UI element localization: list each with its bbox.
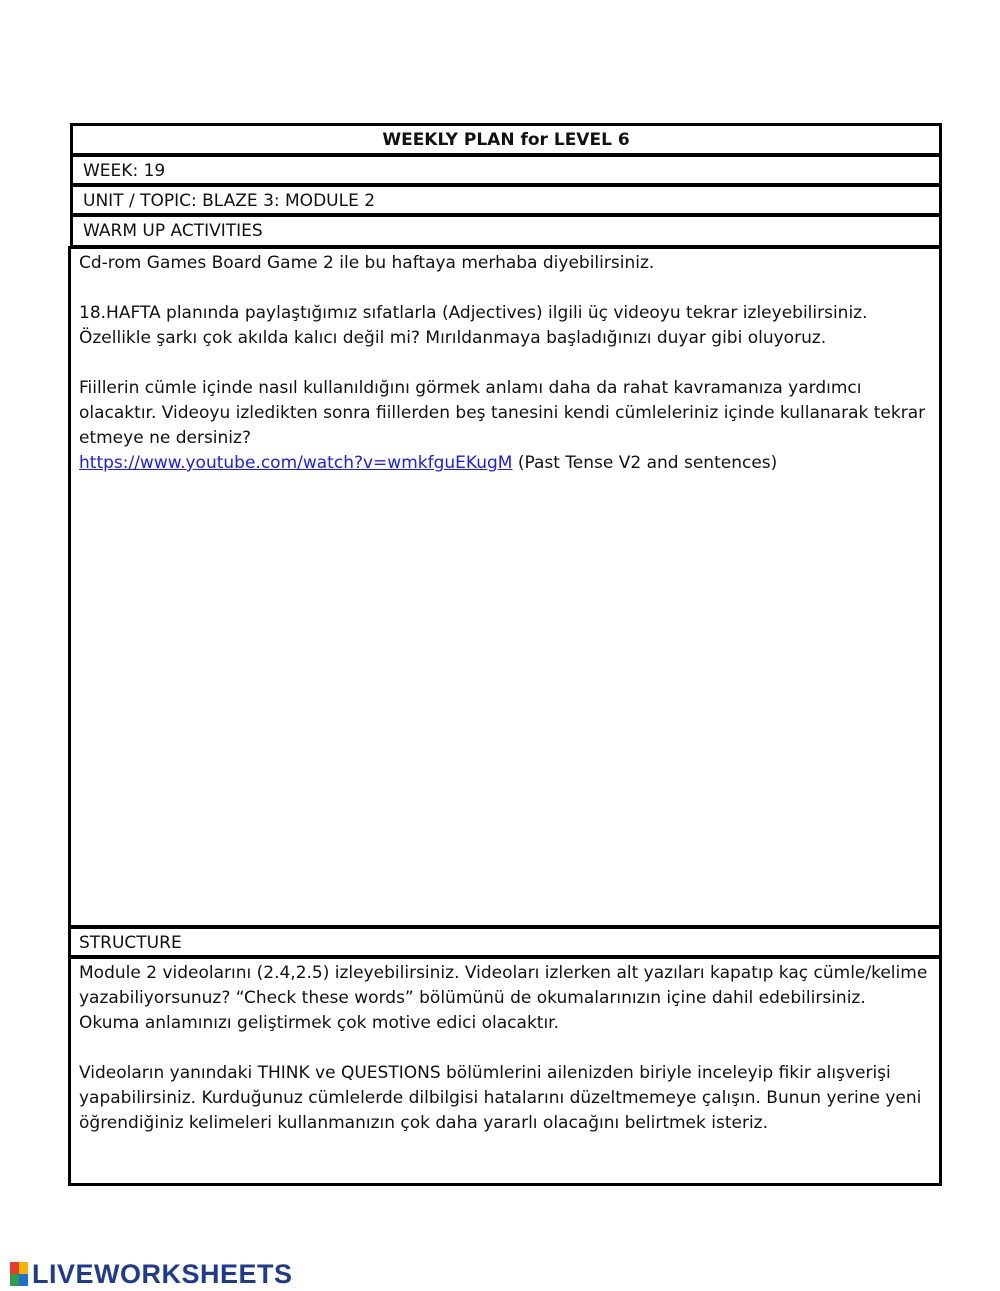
plan-title-text: WEEKLY PLAN for LEVEL 6	[382, 130, 630, 150]
week-row	[70, 154, 942, 186]
warm-up-paragraph-2: 18.HAFTA planında paylaştığımız sıfatlarla (Adjectives) ilgili üç videoyu tekrar izleyebilirsiniz. Özellikle şarkı çok akılda kalıcı değil mi? Mırıldanmaya başladığınızı duyar gibi oluyoruz.	[79, 303, 868, 348]
structure-paragraph-2: Videoların yanındaki THINK ve QUESTIONS bölümlerini ailenizden biriyle inceleyip fikir alışverişi yapabilirsiniz. Kurduğunuz cümlelerde dilbilgisi hatalarını düzeltmemeye çalışın. Bunun yerine yeni öğrendiğiniz kelimeleri kullanmanızın çok daha yararlı olacağını belirtmek isteriz.	[79, 1063, 922, 1133]
video-link-note: (Past Tense V2 and sentences)	[512, 453, 778, 473]
warm-up-heading-row	[70, 214, 942, 248]
structure-paragraph-1: Module 2 videolarını (2.4,2.5) izleyebilirsiniz. Videoları izlerken alt yazıları kapatıp kaç cümle/kelime yazabiliyorsunuz? “Check these words” bölümünü de okumalarınızın içine dahil edebilirsiniz. Okuma anlamınızı geliştirmek çok motive edici olacaktır.	[79, 963, 928, 1033]
video-link-line	[79, 451, 931, 476]
week-text: WEEK: 19	[83, 161, 166, 181]
liveworksheets-logo-icon	[10, 1262, 28, 1286]
structure-content	[68, 956, 942, 1186]
warm-up-content	[68, 246, 942, 928]
warm-up-heading: WARM UP ACTIVITIES	[83, 221, 263, 241]
warm-up-paragraph-1: Cd-rom Games Board Game 2 ile bu haftaya merhaba diyebilirsiniz.	[79, 253, 655, 273]
liveworksheets-logo-text: LIVEWORKSHEETS	[32, 1258, 293, 1289]
unit-topic-text: UNIT / TOPIC: BLAZE 3: MODULE 2	[83, 191, 376, 211]
unit-topic-row	[70, 184, 942, 216]
structure-heading: STRUCTURE	[79, 933, 182, 953]
warm-up-paragraph-3: Fiillerin cümle içinde nasıl kullanıldığını görmek anlamı daha da rahat kavramanıza yardımcı olacaktır. Videoyu izledikten sonra fiillerden beş tanesini kendi cümleleriniz içinde kullanarak tekrar etmeye ne dersiniz?	[79, 378, 926, 448]
structure-heading-row	[68, 926, 942, 958]
liveworksheets-logo	[10, 1258, 293, 1290]
plan-title	[70, 123, 942, 156]
youtube-link[interactable]: https://www.youtube.com/watch?v=wmkfguEKugM	[79, 453, 513, 473]
